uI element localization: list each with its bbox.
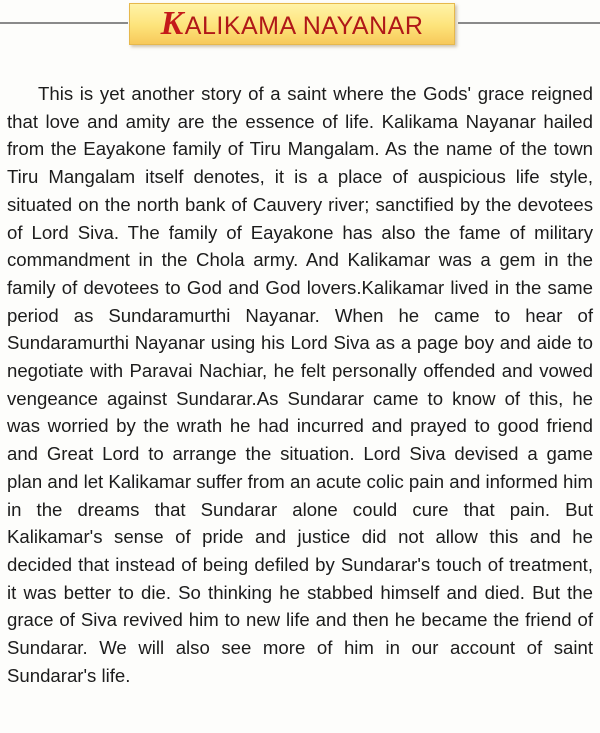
header-rule-left [0,22,128,24]
header-rule-right [458,22,600,24]
chapter-title-banner [129,3,455,45]
chapter-title-rest: ALIKAMA NAYANAR [184,12,424,40]
chapter-title [161,7,424,41]
story-paragraph: This is yet another story of a saint where the Gods' grace reigned that love and amity are the essence of life. Kalikama Nayanar hailed from the Eayakone family of Tiru Mangalam. As the name of the town Tiru Mangalam itself denotes, it is a place of auspicious life style, situated on the north bank of Cauvery river; sanctified by the devotees of Lord Siva. The family of Eayakone has also the fame of military commandment in the Chola army. And Kalikamar was a gem in the family of devotees to God and God lovers.Kalikamar lived in the same period as Sundaramurthi Nayanar. When he came to hear of Sundaramurthi Nayanar using his Lord Siva as a page boy and aide to negotiate with Paravai Nachiar, he felt personally offended and vowed vengeance against Sundarar.As Sundarar came to know of this, he was worried by the wrath he had incurred and prayed to good friend and Great Lord to arrange the situation. Lord Siva devised a game plan and let Kalikamar suffer from an acute colic pain and informed him in the dreams that Sundarar alone could cure that pain. But Kalikamar's sense of pride and justice did not allow this and he decided that instead of being defiled by Sundarar's touch of treatment, it was better to die. So thinking he stabbed himself and died. But the grace of Siva revived him to new life and then he became the friend of Sundarar. We will also see more of him in our account of saint Sundarar's life. [7,83,593,686]
chapter-title-initial: K [160,5,184,42]
